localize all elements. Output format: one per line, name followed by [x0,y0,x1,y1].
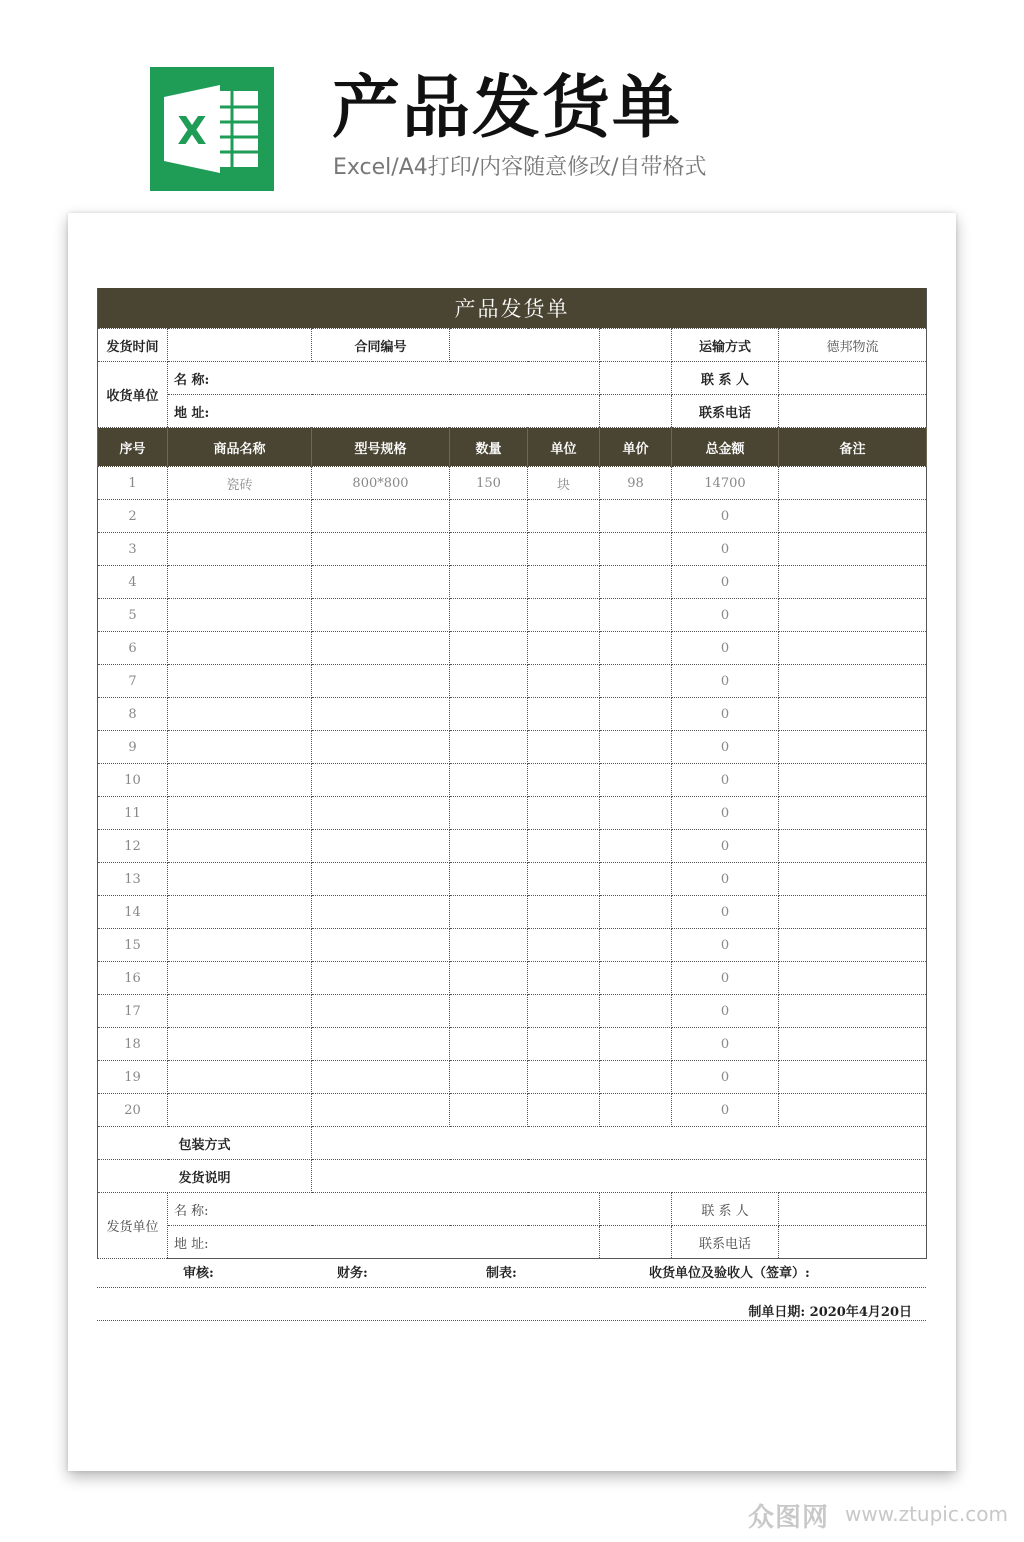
row-price[interactable] [600,566,672,599]
svg-text:X: X [177,109,207,153]
row-price[interactable] [600,500,672,533]
row-price[interactable] [600,632,672,665]
row-note[interactable] [779,1061,927,1094]
row-note[interactable] [779,467,927,500]
table-row [98,1061,927,1094]
row-note[interactable] [779,500,927,533]
row-unit[interactable] [528,1061,600,1094]
row-qty[interactable] [450,1028,528,1061]
row-unit[interactable] [528,599,600,632]
blank-cell[interactable] [600,1193,672,1226]
row-qty[interactable] [450,1061,528,1094]
row-no: 9 [98,731,168,764]
row-no: 14 [98,896,168,929]
shipping-note-field[interactable] [312,1160,927,1193]
col-header-total: 总金额 [672,428,779,467]
table-row [98,863,927,896]
table-row [98,929,927,962]
row-price[interactable] [600,896,672,929]
row-product-name[interactable] [168,698,312,731]
row-spec[interactable] [312,863,450,896]
row-unit[interactable] [528,863,600,896]
excel-logo-icon [150,67,274,191]
row-total[interactable]: 0 [672,632,779,665]
row-qty[interactable] [450,599,528,632]
row-price[interactable] [600,533,672,566]
row-spec[interactable] [312,500,450,533]
row-unit[interactable] [528,665,600,698]
watermark-url: www.ztupic.com [845,1502,1008,1526]
row-spec[interactable] [312,533,450,566]
row-no: 2 [98,500,168,533]
date-line [97,1288,926,1321]
col-header-spec: 型号规格 [312,428,450,467]
row-unit[interactable] [528,566,600,599]
row-price[interactable] [600,1061,672,1094]
finance-label: 财务: [337,1266,368,1281]
row-no: 3 [98,533,168,566]
row-price[interactable] [600,1094,672,1127]
row-note[interactable] [779,731,927,764]
blank-cell[interactable] [600,329,672,362]
row-total[interactable]: 0 [672,1028,779,1061]
phone-field[interactable] [779,395,927,428]
table-row [98,1094,927,1127]
ship-time-label: 发货时间 [98,329,168,362]
row-total[interactable]: 0 [672,533,779,566]
row-spec[interactable] [312,599,450,632]
row-product-name[interactable] [168,599,312,632]
row-total[interactable]: 0 [672,929,779,962]
row-total[interactable]: 0 [672,665,779,698]
row-total[interactable]: 0 [672,1061,779,1094]
col-header-no: 序号 [98,428,168,467]
row-spec[interactable] [312,632,450,665]
table-row [98,896,927,929]
row-total[interactable]: 0 [672,599,779,632]
ship-time-field[interactable] [168,329,312,362]
row-total[interactable]: 0 [672,731,779,764]
row-price[interactable] [600,731,672,764]
row-spec[interactable] [312,731,450,764]
col-header-unit: 单位 [528,428,600,467]
row-unit[interactable] [528,1028,600,1061]
row-spec[interactable] [312,995,450,1028]
row-unit[interactable] [528,962,600,995]
row-note[interactable] [779,566,927,599]
row-no: 7 [98,665,168,698]
row-no: 19 [98,1061,168,1094]
sender-contact-label: 联 系 人 [672,1193,779,1226]
row-note[interactable] [779,533,927,566]
col-header-name: 商品名称 [168,428,312,467]
row-qty[interactable] [450,962,528,995]
table-row [98,665,927,698]
row-spec[interactable] [312,797,450,830]
table-row [98,632,927,665]
row-spec[interactable] [312,665,450,698]
row-price[interactable] [600,863,672,896]
row-spec[interactable]: 800*800 [312,467,450,500]
row-spec[interactable] [312,962,450,995]
row-note[interactable] [779,962,927,995]
row-note[interactable] [779,896,927,929]
row-unit[interactable] [528,797,600,830]
row-qty[interactable] [450,731,528,764]
page-subtitle: Excel/A4打印/内容随意修改/自带格式 [333,155,707,180]
row-no: 11 [98,797,168,830]
table-row [98,467,927,500]
transport-label: 运输方式 [672,329,779,362]
maker-label: 制表: [486,1266,517,1281]
receiver-address-label[interactable]: 地 址: [168,395,600,428]
packing-label: 包装方式 [98,1127,312,1160]
row-qty[interactable] [450,995,528,1028]
row-unit[interactable] [528,632,600,665]
review-label: 审核: [183,1266,214,1281]
row-spec[interactable] [312,1028,450,1061]
row-product-name[interactable] [168,632,312,665]
row-total[interactable]: 0 [672,1094,779,1127]
row-spec[interactable] [312,896,450,929]
row-note[interactable] [779,863,927,896]
row-price[interactable] [600,1028,672,1061]
delivery-form [97,288,926,1259]
row-note[interactable] [779,830,927,863]
contract-no-field[interactable] [450,329,600,362]
row-no: 18 [98,1028,168,1061]
col-header-price: 单价 [600,428,672,467]
table-row [98,533,927,566]
table-row [98,566,927,599]
packing-field[interactable] [312,1127,927,1160]
row-unit[interactable] [528,698,600,731]
table-row [98,995,927,1028]
row-qty[interactable] [450,830,528,863]
row-note[interactable] [779,929,927,962]
row-spec[interactable] [312,566,450,599]
table-row [98,764,927,797]
row-price[interactable] [600,929,672,962]
row-no: 5 [98,599,168,632]
sender-address-label[interactable]: 地 址: [168,1226,600,1259]
row-qty[interactable] [450,797,528,830]
table-row [98,830,927,863]
row-no: 15 [98,929,168,962]
row-no: 4 [98,566,168,599]
row-product-name[interactable] [168,830,312,863]
row-total[interactable]: 14700 [672,467,779,500]
contact-field[interactable] [779,362,927,395]
row-product-name[interactable] [168,1061,312,1094]
row-product-name[interactable] [168,500,312,533]
row-qty[interactable] [450,1094,528,1127]
row-spec[interactable] [312,698,450,731]
row-unit[interactable] [528,929,600,962]
row-product-name[interactable] [168,1028,312,1061]
blank-cell[interactable] [600,395,672,428]
row-product-name[interactable] [168,764,312,797]
contract-no-label: 合同编号 [312,329,450,362]
row-total[interactable]: 0 [672,764,779,797]
row-spec[interactable] [312,1094,450,1127]
row-total[interactable]: 0 [672,566,779,599]
row-qty[interactable] [450,863,528,896]
row-unit[interactable]: 块 [528,467,600,500]
row-no: 8 [98,698,168,731]
row-product-name[interactable] [168,896,312,929]
row-no: 20 [98,1094,168,1127]
phone-label: 联系电话 [672,395,779,428]
row-unit[interactable] [528,731,600,764]
blank-cell[interactable] [600,362,672,395]
row-note[interactable] [779,764,927,797]
row-product-name[interactable] [168,929,312,962]
row-spec[interactable] [312,929,450,962]
row-total[interactable]: 0 [672,995,779,1028]
row-no: 12 [98,830,168,863]
row-product-name[interactable] [168,731,312,764]
sender-phone-field[interactable] [779,1226,927,1259]
row-unit[interactable] [528,764,600,797]
row-no: 10 [98,764,168,797]
row-product-name[interactable] [168,533,312,566]
row-unit[interactable] [528,896,600,929]
row-product-name[interactable] [168,995,312,1028]
sender-contact-field[interactable] [779,1193,927,1226]
row-no: 17 [98,995,168,1028]
row-no: 6 [98,632,168,665]
row-total[interactable]: 0 [672,863,779,896]
row-product-name[interactable] [168,962,312,995]
row-unit[interactable] [528,1094,600,1127]
row-qty[interactable] [450,665,528,698]
row-price[interactable] [600,665,672,698]
row-spec[interactable] [312,1061,450,1094]
row-qty[interactable]: 150 [450,467,528,500]
row-unit[interactable] [528,995,600,1028]
row-note[interactable] [779,665,927,698]
sender-name-label[interactable]: 名 称: [168,1193,600,1226]
row-total[interactable]: 0 [672,698,779,731]
row-total[interactable]: 0 [672,797,779,830]
row-price[interactable]: 98 [600,467,672,500]
row-total[interactable]: 0 [672,962,779,995]
row-unit[interactable] [528,500,600,533]
page-title: 产品发货单 [332,69,683,148]
row-note[interactable] [779,995,927,1028]
row-note[interactable] [779,1028,927,1061]
row-price[interactable] [600,830,672,863]
transport-value[interactable]: 德邦物流 [779,329,927,362]
row-price[interactable] [600,962,672,995]
row-qty[interactable] [450,698,528,731]
row-price[interactable] [600,995,672,1028]
contact-label: 联 系 人 [672,362,779,395]
row-note[interactable] [779,698,927,731]
receiver-name-label[interactable]: 名 称: [168,362,600,395]
signature-line [97,1255,926,1288]
receiver-sign-label: 收货单位及验收人（签章）: [649,1266,810,1281]
row-no: 1 [98,467,168,500]
shipping-note-label: 发货说明 [98,1160,312,1193]
row-no: 16 [98,962,168,995]
table-row [98,698,927,731]
row-note[interactable] [779,1094,927,1127]
col-header-qty: 数量 [450,428,528,467]
table-row [98,731,927,764]
row-unit[interactable] [528,830,600,863]
row-note[interactable] [779,797,927,830]
watermark-brand: 众图网 [748,1503,830,1533]
row-price[interactable] [600,764,672,797]
issue-date: 制单日期: 2020年4月20日 [748,1305,912,1320]
row-note[interactable] [779,599,927,632]
row-price[interactable] [600,698,672,731]
row-qty[interactable] [450,896,528,929]
row-qty[interactable] [450,500,528,533]
receiver-label: 收货单位 [98,362,168,428]
table-row [98,599,927,632]
row-qty[interactable] [450,533,528,566]
row-product-name[interactable] [168,797,312,830]
table-row [98,797,927,830]
table-row [98,1028,927,1061]
row-product-name[interactable] [168,665,312,698]
row-qty[interactable] [450,929,528,962]
col-header-note: 备注 [779,428,927,467]
sender-label: 发货单位 [98,1193,168,1259]
row-total[interactable]: 0 [672,500,779,533]
row-qty[interactable] [450,566,528,599]
row-product-name[interactable] [168,1094,312,1127]
row-total[interactable]: 0 [672,830,779,863]
blank-cell[interactable] [600,1226,672,1259]
row-qty[interactable] [450,764,528,797]
row-price[interactable] [600,797,672,830]
row-unit[interactable] [528,533,600,566]
form-title: 产品发货单 [98,288,927,329]
row-total[interactable]: 0 [672,896,779,929]
table-row [98,500,927,533]
row-product-name[interactable]: 瓷砖 [168,467,312,500]
row-spec[interactable] [312,764,450,797]
table-row [98,962,927,995]
sender-phone-label: 联系电话 [672,1226,779,1259]
row-spec[interactable] [312,830,450,863]
row-note[interactable] [779,632,927,665]
row-product-name[interactable] [168,863,312,896]
row-price[interactable] [600,599,672,632]
row-no: 13 [98,863,168,896]
row-product-name[interactable] [168,566,312,599]
row-qty[interactable] [450,632,528,665]
